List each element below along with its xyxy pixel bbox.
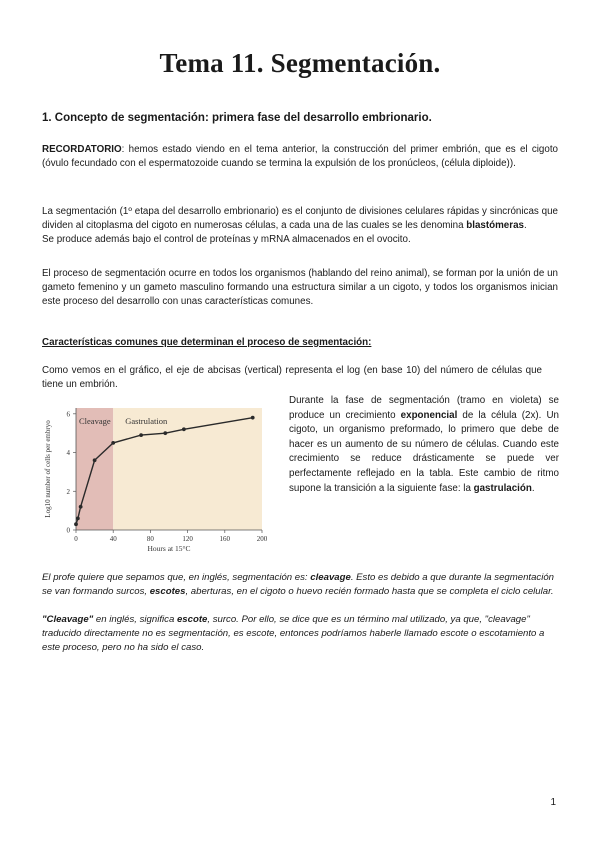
section-heading: 1. Concepto de segmentación: primera fase del desarrollo embrionario.	[42, 112, 432, 124]
page-number: 1	[550, 797, 556, 808]
x-tick-label: 0	[74, 535, 78, 543]
data-point	[111, 441, 115, 445]
crecimiento-text-end: .	[531, 482, 535, 494]
data-point	[74, 522, 78, 526]
crecimiento-text-2: de la célula (2x). Un cigoto, un organismo preformado, lo primero que debe de hacer es un aumento de su número de células. Cuando este crecimiento se reduce drásticamente se puede ver perfectamente reflejado en la tabla. Este cambio de ritmo supone la transición a la siguiente fase: la	[289, 409, 559, 494]
cleavage-note-text: El profe quiere que sepamos que, en inglés, segmentación es:	[42, 572, 311, 583]
segmentacion-text: La segmentación (1º etapa del desarrollo embrionario) es el conjunto de divisiones celulares rápidas y sincrónicas que dividen al citoplasma del cigoto en numerosas células, a cada una de las cuales se les denomina	[42, 206, 558, 231]
region-label-gastrulation: Gastrulation	[125, 416, 168, 426]
escotes-term: escotes	[149, 586, 186, 597]
recordatorio-label: RECORDATORIO	[42, 144, 122, 155]
x-tick-label: 80	[146, 535, 154, 543]
y-tick-label: 2	[66, 487, 70, 496]
paragraph-cleavage-note	[42, 571, 558, 599]
data-point	[79, 505, 83, 509]
blastomeras-term: blastómeras	[466, 220, 524, 231]
chart-container	[40, 400, 272, 552]
y-tick-label: 4	[66, 449, 70, 458]
x-tick-label: 200	[256, 535, 268, 543]
x-tick-label: 160	[219, 535, 231, 543]
segmentacion-control-text: Se produce además bajo el control de proteínas y mRNA almacenados en el ovocito.	[42, 234, 411, 245]
exponencial-term: exponencial	[400, 409, 458, 421]
segmentacion-text-end: .	[523, 220, 527, 231]
x-tick-label: 120	[182, 535, 193, 543]
data-point	[76, 516, 80, 520]
escote-note-text-2: , surco. Por ello, se dice que es un término mal utilizado, ya que, "cleavage" traducido directamente no es segmentación, es escote, entonces podríamos haberle llamado escote o escotamiento a este proceso, pero no ha sido el caso.	[42, 614, 545, 653]
paragraph-grafico: Como vemos en el gráfico, el eje de abcisas (vertical) representa el log (en base 10) del número de células que tiene un embrión.	[42, 365, 542, 390]
paragraph-recordatorio	[42, 143, 558, 171]
x-axis-label: Hours at 15°C	[147, 544, 191, 552]
page-title: Tema 11. Segmentación.	[159, 48, 441, 78]
paragraph-escote-note	[42, 613, 558, 655]
region-gastrulation	[113, 408, 262, 530]
region-cleavage	[76, 408, 113, 530]
y-tick-label: 6	[66, 410, 70, 419]
subheading-caracteristicas: Características comunes que determinan el proceso de segmentación:	[42, 337, 372, 348]
data-point	[251, 416, 255, 420]
data-point	[93, 458, 97, 462]
cleavage-quote-term: "Cleavage"	[42, 614, 94, 625]
y-tick-label: 0	[66, 526, 70, 535]
cleavage-term: cleavage	[310, 572, 351, 583]
data-point	[163, 431, 167, 435]
gastrulacion-term: gastrulación	[473, 482, 532, 494]
cell-growth-chart	[40, 400, 272, 552]
recordatorio-text: : hemos estado viendo en el tema anterior, la construcción del primer embrión, que es el cigoto (óvulo fecundado con el espermatozoide cuando se termina la expulsión de los pronúcleos, (célula diploide)).	[42, 144, 558, 169]
data-point	[139, 433, 143, 437]
escote-term: escote	[176, 614, 208, 625]
paragraph-proceso: El proceso de segmentación ocurre en todos los organismos (hablando del reino animal), se forman por la unión de un gameto femenino y un gameto masculino formando una estructura similar a un cigoto, y todos los organismos inician este proceso del desarrollo con unas características comunes.	[42, 268, 558, 307]
x-tick-label: 40	[109, 535, 117, 543]
cleavage-note-text-2: . Esto es debido a que durante la segmentación se van formando surcos,	[42, 572, 555, 597]
paragraph-crecimiento	[289, 394, 559, 496]
paragraph-segmentacion	[42, 205, 558, 247]
y-axis-label: Log10 number of cells per embryo	[44, 420, 52, 518]
cleavage-note-text-end: , aberturas, en el cigoto o huevo recién formado hasta que se completa el ciclo celular.	[185, 586, 554, 597]
crecimiento-text: Durante la fase de segmentación (tramo en violeta) se produce un crecimiento	[289, 395, 559, 421]
escote-note-text: en inglés, significa	[93, 614, 177, 625]
data-point	[182, 427, 186, 431]
region-label-cleavage: Cleavage	[79, 416, 111, 426]
